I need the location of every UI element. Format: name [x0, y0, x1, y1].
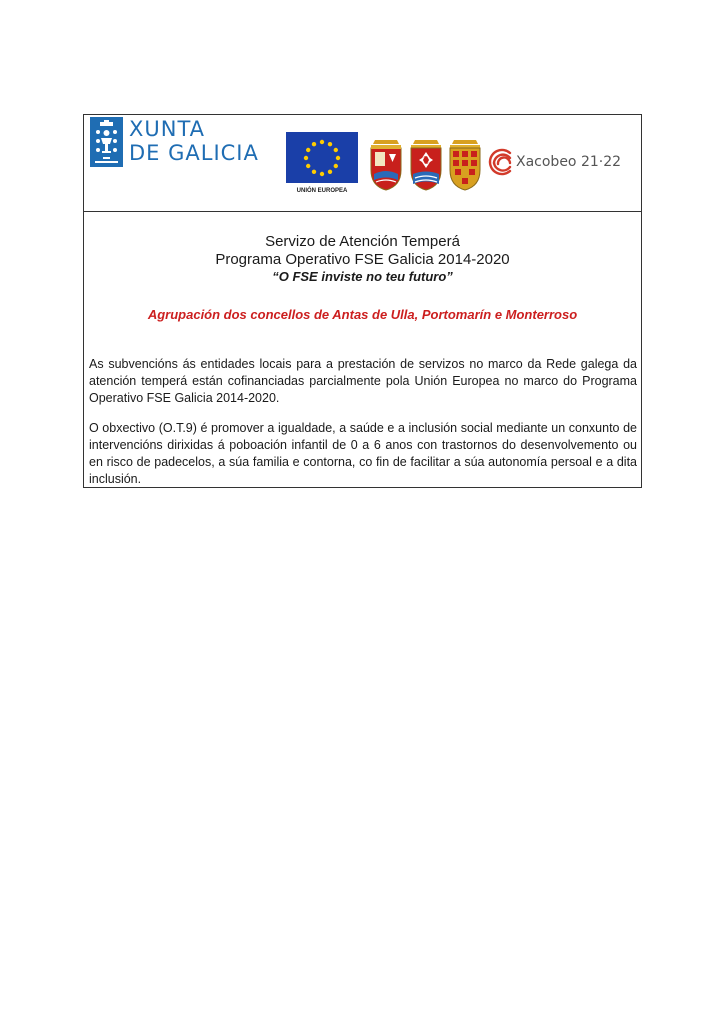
xacobeo-logo — [486, 148, 626, 176]
xunta-wordmark — [129, 117, 259, 165]
crest-portomarin-icon — [409, 138, 443, 191]
title-line-2: Programa Operativo FSE Galicia 2014-2020 — [215, 251, 510, 268]
grouping-title: Agrupación dos concellos de Antas de Ulla, Portomarín e Monterroso — [147, 307, 578, 322]
paragraph-2: O obxectivo (O.T.9) é promover a igualdade, a saúde e a inclusión social mediante un conxunto de intervencións dirixidas á poboación infantil de 0 a 6 anos con trastornos do desenvolvemento ou en risco de padecelos, a súa familia e contorna, co fin de facilitar a súa autonomía persoal e a dita inclusión. — [89, 421, 637, 486]
xunta-emblem-icon — [90, 117, 123, 167]
motto: “O FSE inviste no teu futuro” — [272, 269, 453, 284]
xunta-line-2: DE GALICIA — [129, 141, 259, 165]
xunta-line-1: XUNTA — [129, 117, 206, 141]
eu-logo — [286, 132, 358, 196]
crest-antas-icon — [369, 138, 403, 191]
xacobeo-mark-icon — [486, 148, 514, 176]
eu-flag-icon — [286, 132, 358, 183]
logo-row — [84, 115, 641, 212]
crest-monterroso-icon — [448, 138, 482, 191]
title-line-1: Servizo de Atención Temperá — [265, 233, 460, 250]
eu-caption: UNIÓN EUROPEA — [296, 188, 348, 194]
paragraph-1: As subvencións ás entidades locais para a prestación de servizos no marco da Rede galega da atención temperá están cofinanciadas parcialmente pola Unión Europea no marco do Programa Operativo FSE Galicia 2014-2020. — [89, 357, 637, 405]
xunta-logo — [90, 117, 266, 167]
notice-box — [83, 114, 642, 488]
xacobeo-wordmark: Xacobeo 21·22 — [516, 154, 622, 170]
